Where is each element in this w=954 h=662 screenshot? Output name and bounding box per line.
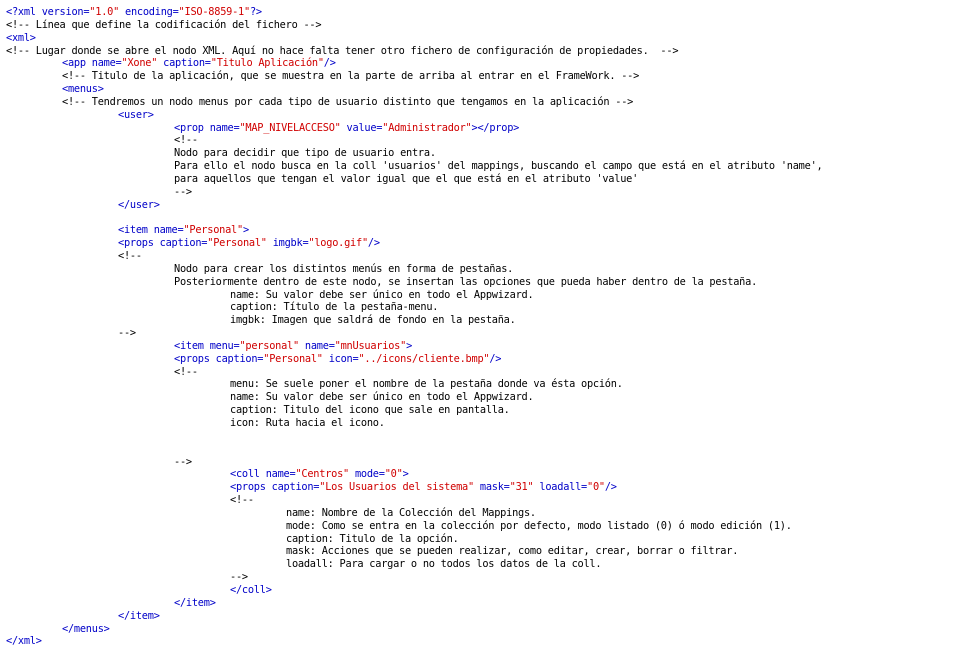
xml-tag: > — [242, 224, 249, 237]
code-line — [0, 134, 954, 147]
code-line — [0, 57, 954, 70]
code-line — [0, 109, 954, 122]
xml-tag: </xml> — [6, 635, 42, 648]
code-line — [0, 289, 954, 302]
code-line — [0, 597, 954, 610]
code-line — [0, 83, 954, 96]
code-line — [0, 610, 954, 623]
code-line — [0, 584, 954, 597]
comment-text: imgbk: Imagen que saldrá de fondo en la pestaña. — [230, 314, 516, 327]
code-line — [0, 507, 954, 520]
code-line — [0, 263, 954, 276]
xml-tag: /> — [323, 57, 336, 70]
code-line — [0, 45, 954, 58]
xml-tag: <item name= — [118, 224, 184, 237]
comment-text: mask: Acciones que se pueden realizar, como editar, crear, borrar o filtrar. — [286, 545, 739, 558]
code-line — [0, 443, 954, 456]
xml-tag: caption= — [157, 57, 211, 70]
code-line — [0, 314, 954, 327]
comment-text: <!-- Línea que define la codificación del fichero --> — [6, 18, 322, 31]
comment-text: name: Su valor debe ser único en todo el Appwizard. — [230, 391, 534, 404]
code-line — [0, 19, 954, 32]
comment-text: name: Nombre de la Colección del Mappings. — [286, 506, 536, 519]
code-line — [0, 481, 954, 494]
code-line — [0, 545, 954, 558]
code-line — [0, 212, 954, 225]
comment-text: Nodo para crear los distintos menús en forma de pestañas. — [174, 262, 514, 275]
attribute-value: "Centros" — [295, 468, 349, 481]
code-line — [0, 417, 954, 430]
attribute-value: "mnUsuarios" — [334, 339, 407, 352]
xml-tag: </menus> — [62, 622, 110, 635]
comment-text: <!-- — [118, 250, 142, 263]
comment-text: <!-- — [230, 494, 254, 507]
xml-tag: <app name= — [62, 57, 122, 70]
code-line — [0, 430, 954, 443]
comment-text: mode: Como se entra en la colección por defecto, modo listado (0) ó modo edición (1). — [286, 519, 792, 532]
xml-tag: <props caption= — [118, 237, 208, 250]
xml-tag: name= — [298, 339, 335, 352]
attribute-value: "MAP_NIVELACCESO" — [239, 121, 341, 134]
xml-tag: <props caption= — [230, 481, 320, 494]
code-line — [0, 558, 954, 571]
attribute-value: "../icons/cliente.bmp" — [358, 352, 490, 365]
xml-tag: ></prop> — [471, 121, 520, 134]
attribute-value: "Personal" — [263, 352, 323, 365]
code-line — [0, 199, 954, 212]
comment-text: loadall: Para cargar o no todos los datos de la coll. — [286, 558, 602, 571]
code-line — [0, 494, 954, 507]
xml-tag: <menus> — [62, 83, 104, 96]
xml-tag: <prop name= — [174, 121, 240, 134]
comment-text: <!-- — [174, 134, 198, 147]
code-line — [0, 237, 954, 250]
code-line — [0, 122, 954, 135]
code-line — [0, 533, 954, 546]
attribute-value: "0" — [587, 481, 605, 494]
xml-tag: <user> — [118, 108, 154, 121]
code-line — [0, 301, 954, 314]
comment-text: menu: Se suele poner el nombre de la pestaña donde va ésta opción. — [230, 378, 623, 391]
attribute-value: "Personal" — [183, 224, 243, 237]
xml-tag: /> — [489, 352, 502, 365]
code-line — [0, 276, 954, 289]
attribute-value: "Personal" — [207, 237, 267, 250]
xml-tag: ?> — [249, 6, 262, 18]
xml-tag: </item> — [174, 596, 216, 609]
xml-tag: /> — [367, 237, 380, 250]
code-line — [0, 635, 954, 648]
comment-text: caption: Título de la pestaña-menu. — [230, 301, 439, 314]
xml-tag: icon= — [322, 352, 359, 365]
code-line — [0, 456, 954, 469]
comment-text: --> — [174, 185, 192, 198]
comment-text: --> — [174, 455, 192, 468]
code-line — [0, 520, 954, 533]
comment-text: name: Su valor debe ser único en todo el Appwizard. — [230, 288, 534, 301]
attribute-value: "Titulo Aplicación" — [210, 57, 324, 70]
xml-tag: </user> — [118, 198, 160, 211]
code-line — [0, 378, 954, 391]
comment-text: caption: Titulo de la opción. — [286, 532, 459, 545]
comment-text: --> — [118, 327, 136, 340]
xml-tag: <props caption= — [174, 352, 264, 365]
xml-tag: <item menu= — [174, 339, 240, 352]
attribute-value: "31" — [509, 481, 534, 494]
comment-text: <!-- — [174, 365, 198, 378]
attribute-value: "logo.gif" — [308, 237, 368, 250]
xml-tag: encoding= — [119, 6, 179, 18]
xml-tag: /> — [604, 481, 617, 494]
code-line — [0, 6, 954, 19]
code-line — [0, 32, 954, 45]
code-line — [0, 340, 954, 353]
xml-tag: <?xml version= — [6, 6, 90, 18]
code-line — [0, 147, 954, 160]
xml-tag: > — [402, 468, 409, 481]
code-line — [0, 468, 954, 481]
xml-tag: mask= — [473, 481, 510, 494]
comment-text: Nodo para decidir que tipo de usuario entra. — [174, 147, 436, 160]
comment-text: Para ello el nodo busca en la coll 'usuarios' del mappings, buscando el campo que está en el atributo 'name', — [174, 160, 823, 173]
comment-text: <!-- Tendremos un nodo menus por cada tipo de usuario distinto que tengamos en la aplicación --> — [62, 95, 634, 108]
code-line — [0, 160, 954, 173]
code-line — [0, 366, 954, 379]
xml-tag: </item> — [118, 609, 160, 622]
code-line — [0, 623, 954, 636]
attribute-value: "1.0" — [89, 6, 120, 18]
attribute-value: "Administrador" — [382, 121, 472, 134]
comment-text: <!-- Lugar donde se abre el nodo XML. Aquí no hace falta tener otro fichero de configuración de propiedades. --> — [6, 44, 679, 57]
code-line — [0, 70, 954, 83]
comment-text: Posteriormente dentro de este nodo, se insertan las opciones que pueda haber dentro de la pestaña. — [174, 275, 758, 288]
xml-tag: > — [406, 339, 413, 352]
code-line — [0, 186, 954, 199]
attribute-value: "Xone" — [121, 57, 158, 70]
xml-tag: imgbk= — [266, 237, 309, 250]
code-line — [0, 173, 954, 186]
attribute-value: "ISO-8859-1" — [178, 6, 250, 18]
comment-text: icon: Ruta hacia el icono. — [230, 417, 385, 429]
code-line — [0, 571, 954, 584]
code-line — [0, 224, 954, 237]
attribute-value: "Los Usuarios del sistema" — [319, 481, 474, 494]
attribute-value: "0" — [384, 468, 403, 481]
code-line — [0, 250, 954, 263]
xml-tag: <xml> — [6, 31, 36, 44]
comment-text: caption: Titulo del icono que sale en pantalla. — [230, 404, 510, 417]
code-line — [0, 327, 954, 340]
comment-text: --> — [230, 571, 248, 584]
comment-text: para aquellos que tengan el valor igual que el que está en el atributo 'value' — [174, 172, 639, 185]
attribute-value: "personal" — [239, 339, 299, 352]
code-line — [0, 391, 954, 404]
xml-tag: loadall= — [533, 481, 587, 494]
code-line — [0, 404, 954, 417]
code-line — [0, 96, 954, 109]
xml-tag: mode= — [349, 468, 385, 481]
code-line — [0, 353, 954, 366]
xml-tag: </coll> — [230, 583, 272, 596]
xml-tag: value= — [340, 121, 383, 134]
xml-tag: <coll name= — [230, 468, 296, 481]
comment-text: <!-- Titulo de la aplicación, que se muestra en la parte de arriba al entrar en el FrameWork. --> — [62, 70, 640, 83]
